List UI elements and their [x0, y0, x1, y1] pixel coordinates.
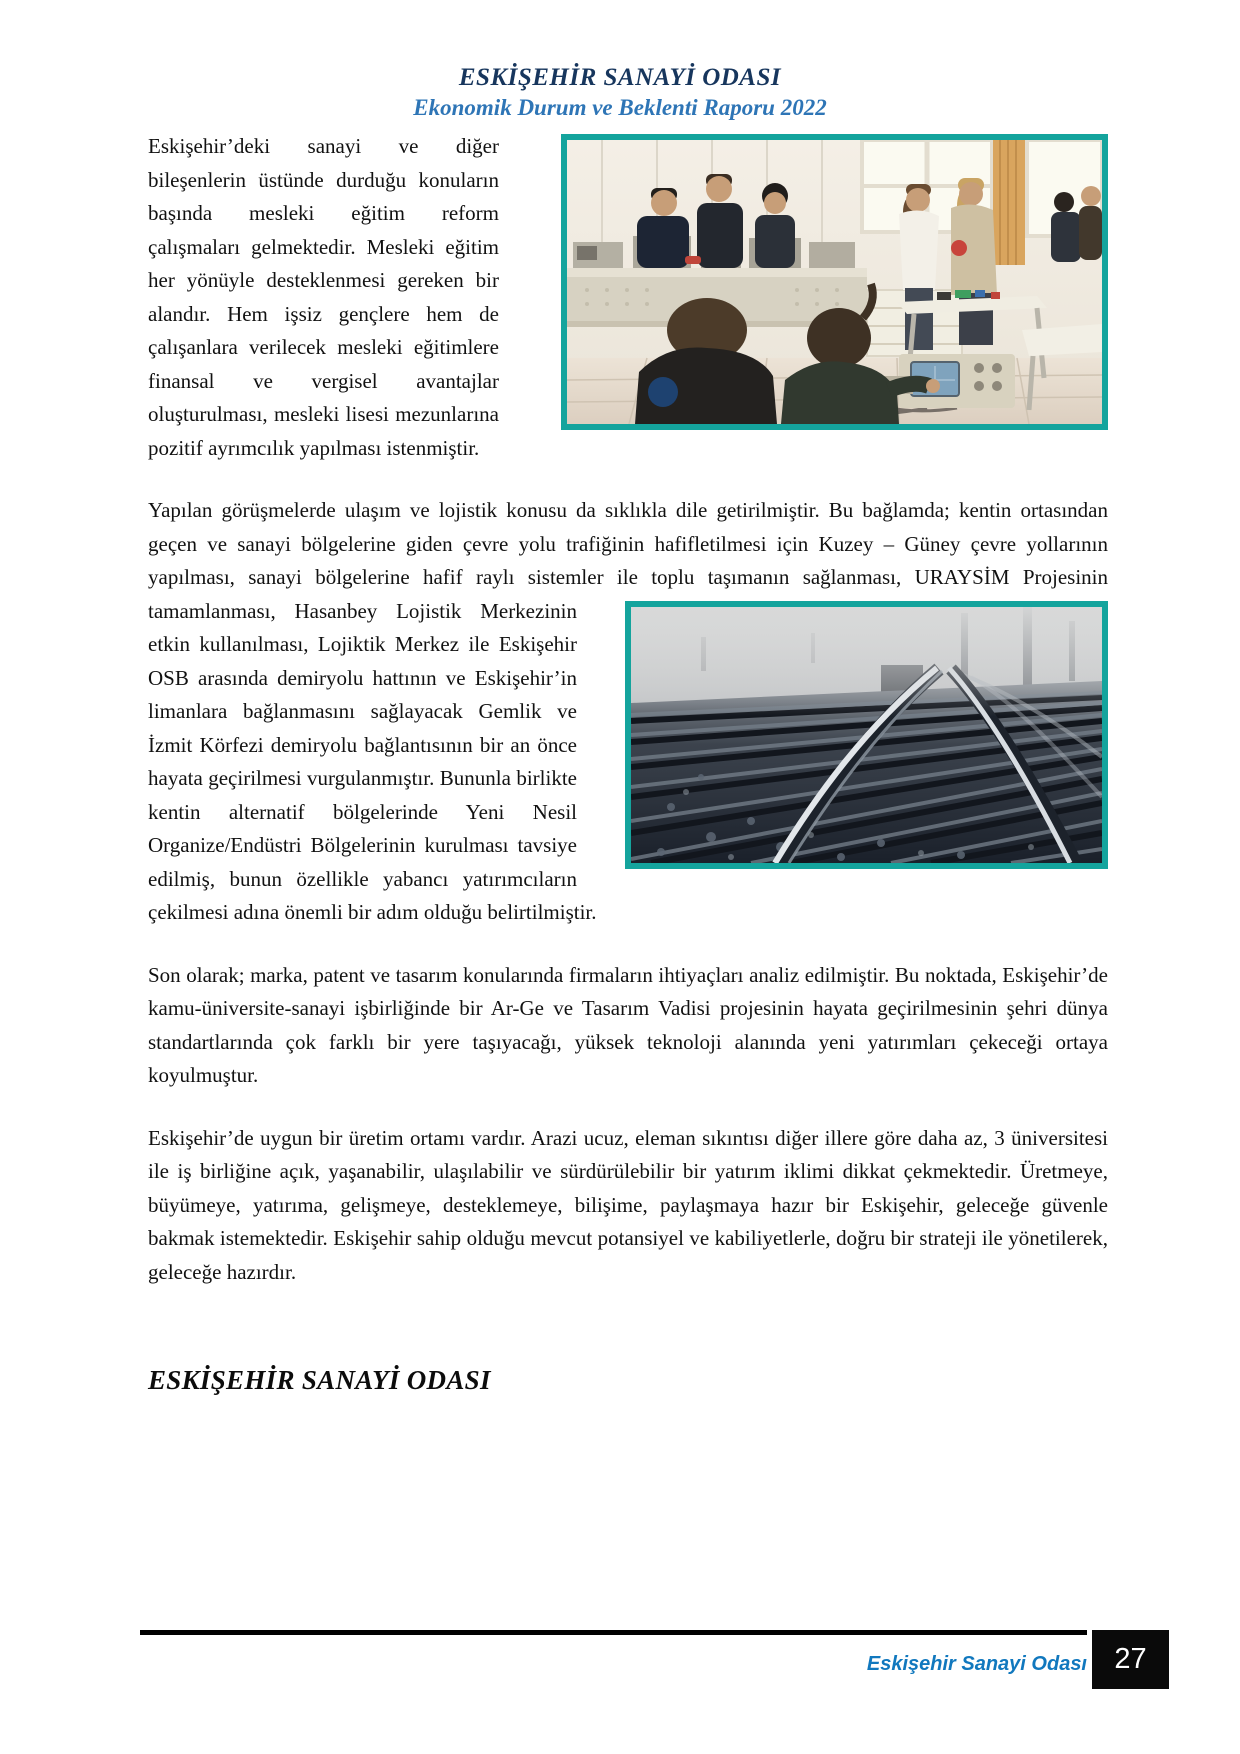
page-number-badge: 27 — [1092, 1630, 1169, 1689]
paragraph-text: Eskişehir’deki sanayi ve diğer bileşenlerin üstünde durduğu konuların başında mesleki eğitim reform çalışmaları gelmektedir. Mesleki eğitim her yönüyle desteklenmesi gereken bir alandır. Hem işsiz gençlere hem de çalışanlara verilecek mesleki eğitimlere finansal ve vergisel avantajlar oluşturulması, mesleki lisesi mezunlarına pozitif ayrımcılık yapılması istenmiştir. — [148, 134, 499, 460]
page-footer — [0, 1630, 1240, 1710]
closing-heading: ESKİŞEHİR SANAYİ ODASI — [148, 1365, 491, 1395]
vocational-training-classroom-photo — [567, 140, 1102, 424]
report-subtitle: Ekonomik Durum ve Beklenti Raporu 2022 — [413, 95, 827, 120]
railway-photo-frame — [625, 601, 1108, 869]
paragraph-text: Yapılan görüşmelerde ulaşım ve lojistik konusu da sıklıkla dile getirilmiştir. Bu bağlamda; kentin ortasından geçen ve sanayi bölgelerine giden çevre yolu trafiğinin hafifletilmesi için Kuzey – Güney çevre yollarının yapılması, sanayi bölgelerine hafif raylı sistemler ile toplu taşımanın sağlanması, URAYSİM Projesinin tamamlanması, Hasanbey Lojistik Merkezinin — [148, 498, 1108, 623]
footer-rule — [140, 1630, 1087, 1635]
paragraph-transport-logistics — [148, 494, 1108, 930]
page-body — [148, 130, 1108, 1396]
paragraph-vocational-education — [148, 130, 1108, 465]
railway-tracks-photo — [631, 607, 1102, 863]
vocational-training-photo-frame — [561, 134, 1108, 430]
report-title: ESKİŞEHİR SANAYİ ODASI — [458, 64, 782, 91]
paragraph-text: etkin kullanılması, Lojiktik Merkez ile Eskişehir OSB arasında demiryolu hattının ve Eskişehir’in limanlara bağlanmasını sağlayacak Gemlik ve İzmit Körfezi demiryolu bağlantısının bir an önce hayata geçirilmesi vurgulanmıştır. Bununla birlikte kentin alternatif bölgelerinde Yeni Nesil Organize/Endüstri Bölgelerinin kurulması tavsiye edilmiş, bunun özellikle yabancı yatırımcıların çekilmesi adına önemli bir adım olduğu belirtilmiştir. — [148, 632, 597, 924]
document-header — [140, 62, 1100, 123]
footer-organization: Eskişehir Sanayi Odası — [866, 1653, 1087, 1675]
paragraph-investment-climate: Eskişehir’de uygun bir üretim ortamı vardır. Arazi ucuz, eleman sıkıntısı diğer illere göre daha az, 3 üniversitesi ile iş birliğine açık, yaşanabilir, ulaşılabilir ve sürdürülebilir bir yatırım iklimi dikkat çekmektedir. Üretmeye, büyümeye, yatırıma, gelişmeye, desteklemeye, bilişime, paylaşmaya hazır bir Eskişehir, geleceğe güvenle bakmak istemektedir. Eskişehir sahip olduğu mevcut potansiyel ve kabiliyetlerle, doğru bir strateji ile yönetilerek, geleceğe hazırdır. — [148, 1125, 1108, 1284]
paragraph-rd-design-valley: Son olarak; marka, patent ve tasarım konularında firmaların ihtiyaçları analiz edilmiştir. Bu noktada, Eskişehir’de kamu-üniversite-sanayi işbirliğinde bir Ar-Ge ve Tasarım Vadisi projesinin hayata geçirilmesinin şehri dünya standartlarında çok farklı bir yere taşıyacağı, yüksek teknoloji alanında yeni yatırımları çekeceği ortaya koyulmuştur. — [148, 962, 1108, 1087]
